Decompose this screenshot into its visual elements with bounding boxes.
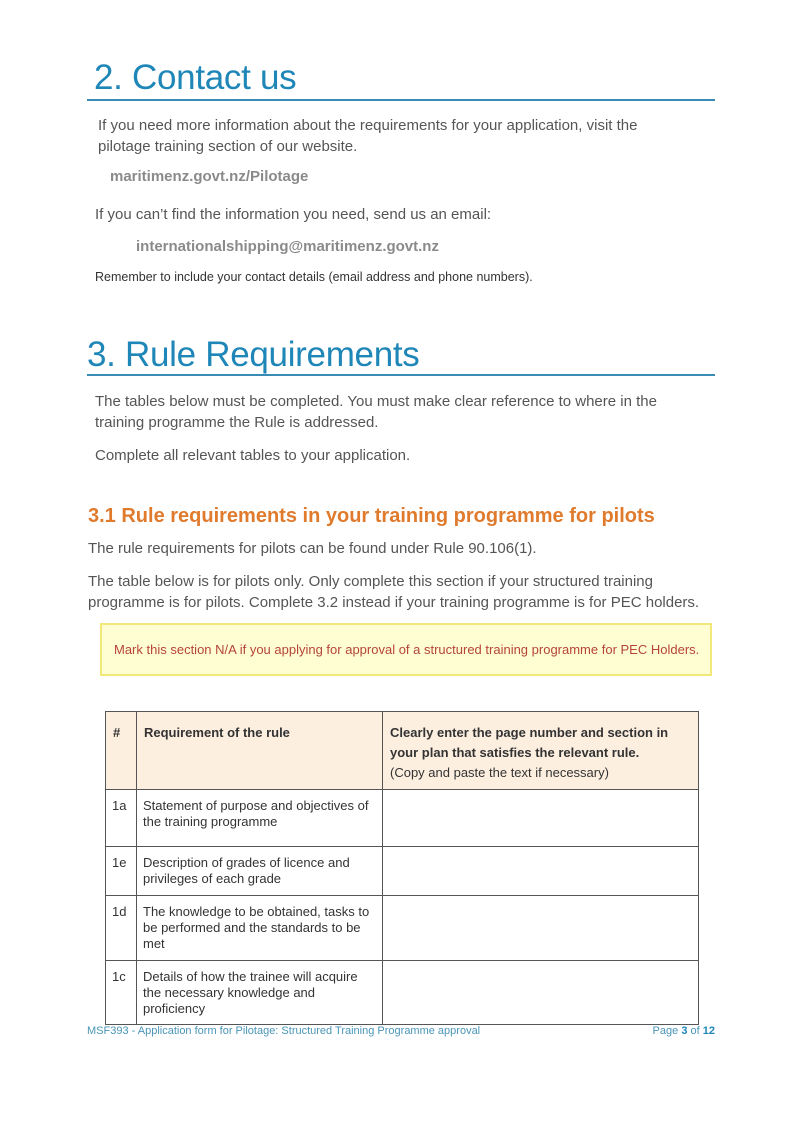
table-row (106, 896, 699, 961)
row-num: 1c (106, 961, 137, 1025)
contact-intro: If you need more information about the requirements for your application, visit the pilotage training section of our website. (98, 117, 638, 155)
section-2-title: 2. Contact us (94, 58, 297, 97)
footer-page-number (653, 1025, 715, 1037)
row-num: 1a (106, 790, 137, 847)
page-footer (87, 1025, 715, 1037)
table-row (106, 961, 699, 1025)
row-requirement: Description of grades of licence and privileges of each grade (137, 847, 383, 896)
page-total: 12 (702, 1025, 715, 1037)
na-notice-box (100, 623, 712, 676)
row-num: 1d (106, 896, 137, 961)
header-num: # (106, 712, 137, 790)
email-link[interactable]: internationalshipping@maritimenz.govt.nz (136, 238, 439, 255)
page-of: of (690, 1025, 700, 1037)
row-requirement: The knowledge to be obtained, tasks to be performed and the standards to be met (137, 896, 383, 961)
section-3-para-2: Complete all relevant tables to your application. (95, 447, 411, 464)
section-3-divider (87, 374, 715, 376)
table-header-row (106, 712, 699, 790)
row-requirement: Statement of purpose and objectives of the training programme (137, 790, 383, 847)
page-label: Page (652, 1025, 679, 1037)
table-row (106, 847, 699, 896)
section-2-divider (87, 99, 715, 101)
section-3-1-para-2: The table below is for pilots only. Only complete this section if your structured training programme is for pilots. Complete 3.2 instead if your training programme is for PEC holders. (88, 573, 700, 611)
row-answer-field[interactable] (383, 896, 699, 961)
email-prompt: If you can’t find the information you need, send us an email: (95, 206, 492, 223)
row-requirement: Details of how the trainee will acquire the necessary knowledge and proficiency (137, 961, 383, 1025)
requirements-table (105, 711, 699, 1025)
row-answer-field[interactable] (383, 790, 699, 847)
row-answer-field[interactable] (383, 961, 699, 1025)
header-answer-main: Clearly enter the page number and section in your plan that satisfies the relevant rule. (390, 725, 669, 760)
page-current: 3 (681, 1025, 688, 1037)
row-answer-field[interactable] (383, 847, 699, 896)
website-link[interactable]: maritimenz.govt.nz/Pilotage (110, 168, 309, 185)
na-notice-text: Mark this section N/A if you applying for approval of a structured training programme for PEC Holders. (114, 642, 700, 657)
header-answer-sub: (Copy and paste the text if necessary) (390, 765, 609, 780)
row-num: 1e (106, 847, 137, 896)
section-3-1-para-1: The rule requirements for pilots can be found under Rule 90.106(1). (88, 540, 537, 557)
section-3-title: 3. Rule Requirements (87, 335, 420, 374)
footer-form-title: MSF393 - Application form for Pilotage: Structured Training Programme approval (87, 1025, 481, 1037)
header-answer (383, 712, 699, 790)
header-requirement: Requirement of the rule (137, 712, 383, 790)
section-3-1-title: 3.1 Rule requirements in your training programme for pilots (88, 505, 655, 527)
section-3-para-1: The tables below must be completed. You must make clear reference to where in the training programme the Rule is addressed. (95, 393, 657, 431)
contact-reminder: Remember to include your contact details (email address and phone numbers). (95, 270, 533, 284)
table-row (106, 790, 699, 847)
